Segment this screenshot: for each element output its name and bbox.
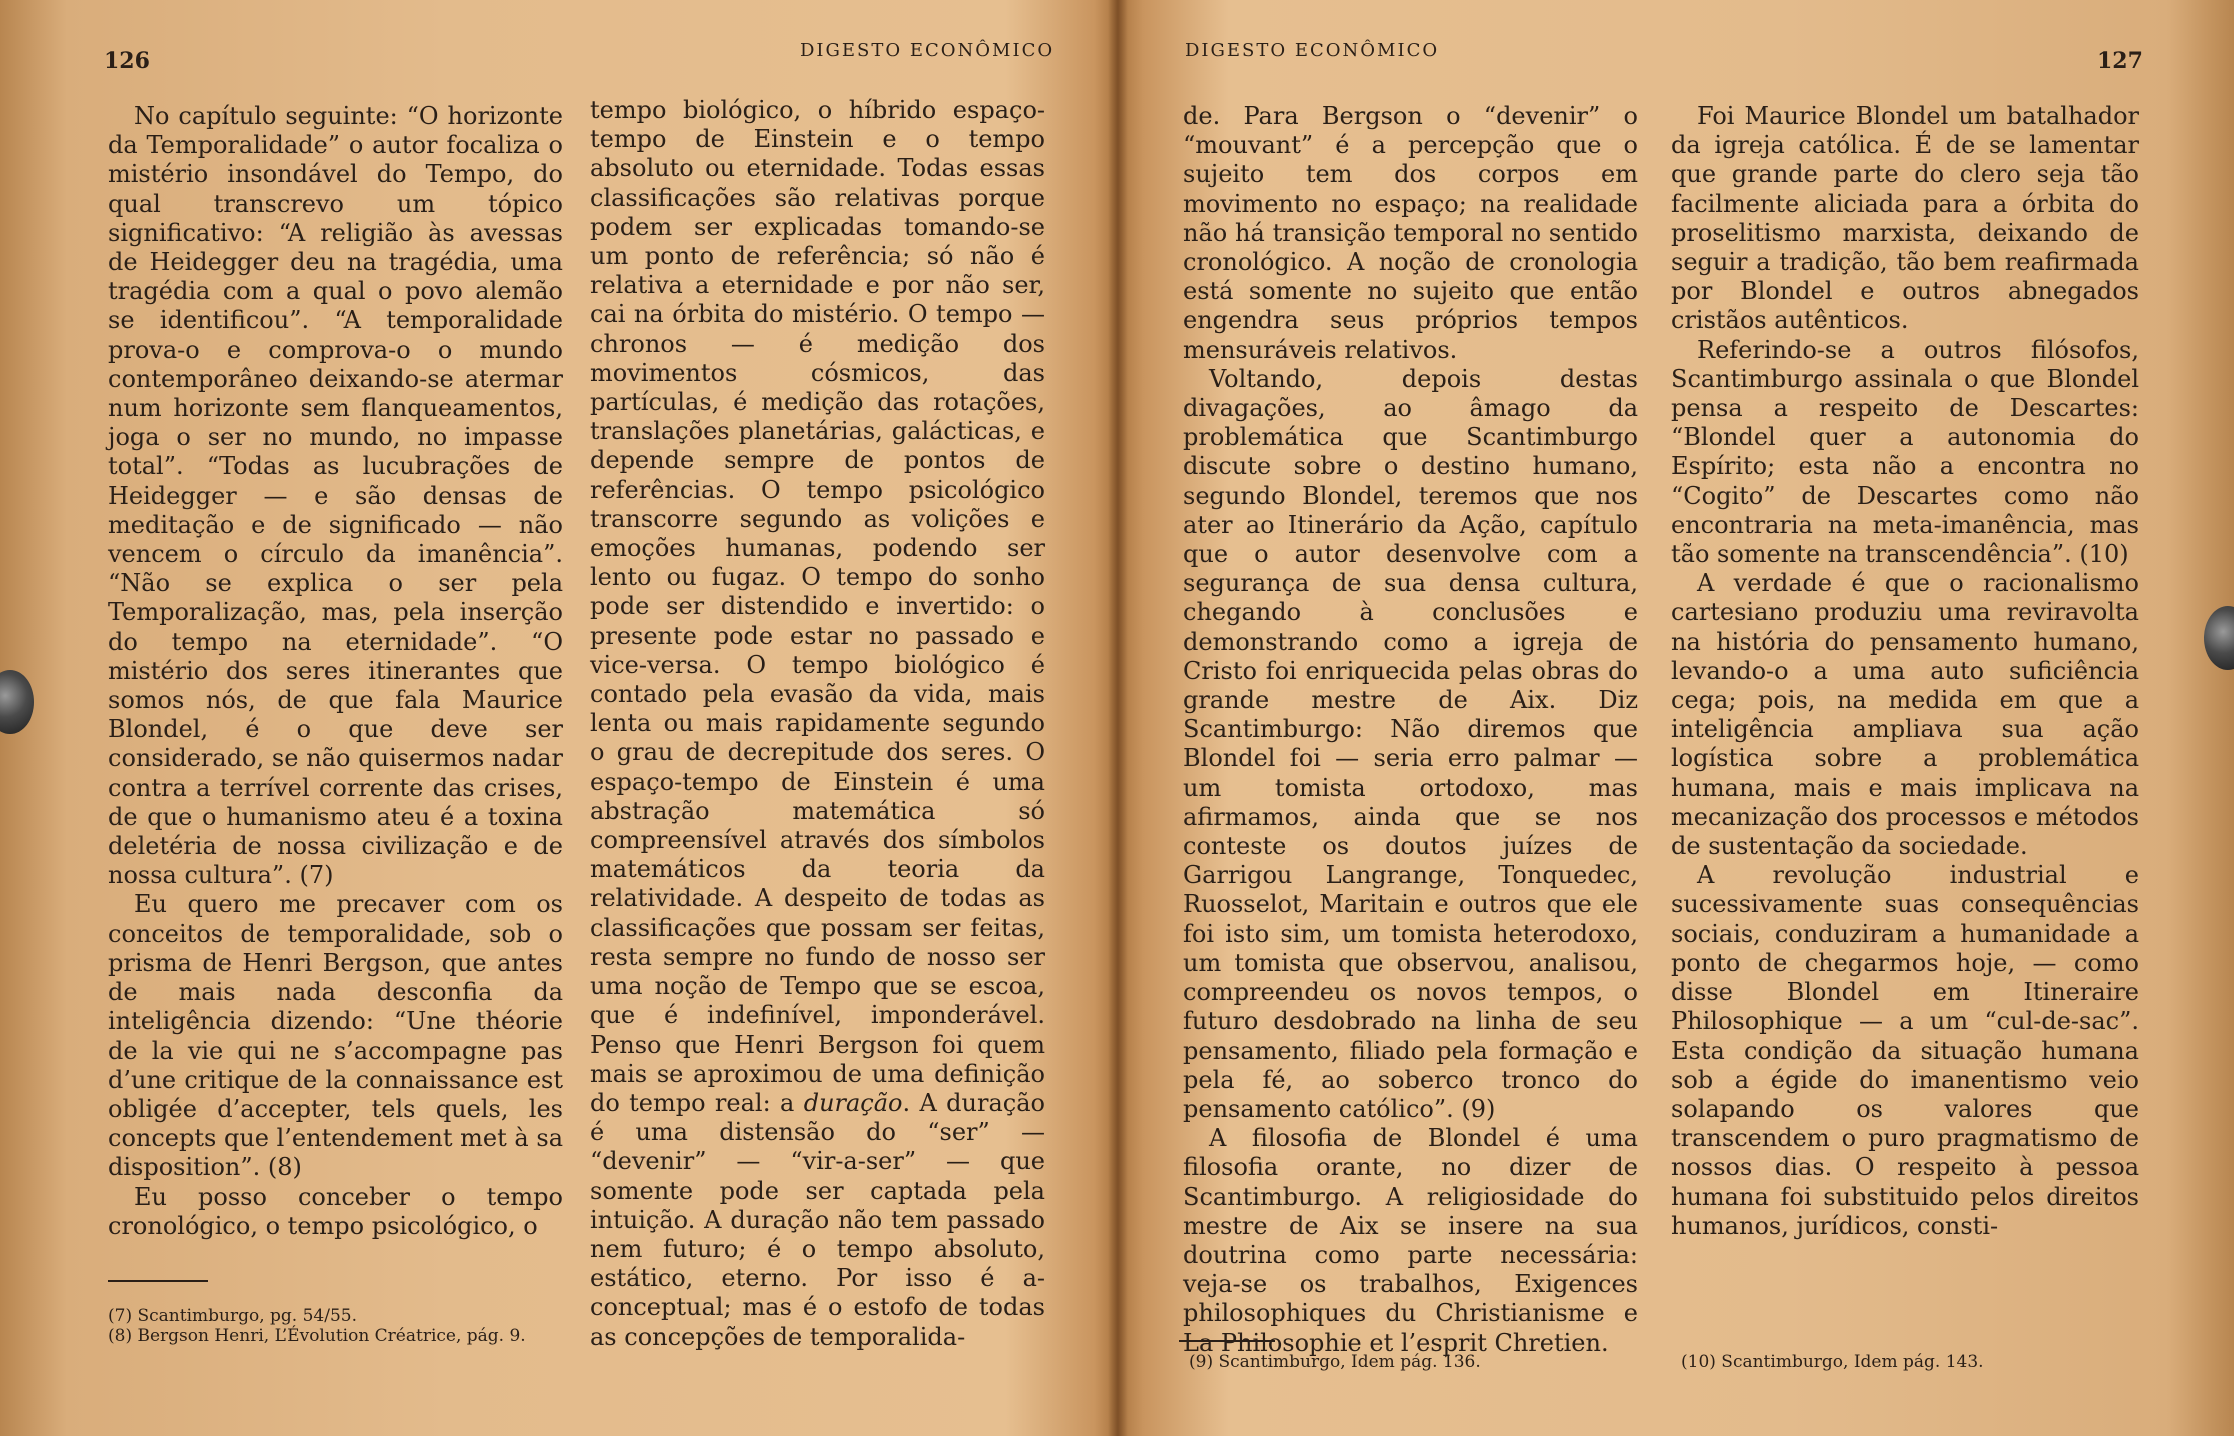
footnote-10: (10) Scantimburgo, Idem pág. 143. xyxy=(1681,1352,1984,1372)
left-column-1 xyxy=(108,102,563,1241)
footnote-rule-left xyxy=(108,1280,208,1282)
paragraph: Voltando, depois destas divagações, ao âmago da problemática que Scantimburgo discute sobre o destino humano, segundo Blondel, teremos que nos ater ao Itinerário da Ação, capítulo que o autor desenvolve com a segurança de sua densa cultura, chegando à conclusões e demonstrando como a igreja de Cristo foi enriquecida pelas obras do grande mestre de Aix. Diz Scantimburgo: Não diremos que Blondel foi — seria erro palmar — um tomista ortodoxo, mas afirmamos, ainda que se nos conteste os doutos juízes de Garrigou Langrange, Tonquedec, Ruosselot, Maritain e outros que ele foi isto sim, um tomista heterodoxo, um tomista que observou, analisou, compreendeu os novos tempos, o futuro desdobrado na linha de seu pensamento, filiado pela formação e pela fé, ao soberco tronco do pensamento católico”. (9) xyxy=(1183,364,1638,1123)
text-run: . A duração é uma distensão do “ser” — “devenir” — “vir-a-ser” — que somente pode ser captada pela intuição. A duração não tem passado nem futuro; é o tempo absoluto, estático, eterno. Por isso é a-conceptual; mas é o estofo de todas as concepções de temporalida- xyxy=(590,1088,1045,1351)
emphasis-duracao: duração xyxy=(803,1088,903,1117)
left-page xyxy=(0,0,1115,1436)
paragraph: Referindo-se a outros filósofos, Scantimburgo assinala o que Blondel pensa a respeito de Descartes: “Blondel quer a autonomia do Espírito; esta não a encontra no “Cogito” de Descartes como não encontraria na meta-imanência, mas tão somente na transcendência”. (10) xyxy=(1671,335,2139,569)
paragraph xyxy=(590,96,1045,1352)
footnote-9: (9) Scantimburgo, Idem pág. 136. xyxy=(1189,1352,1481,1372)
paragraph: Eu posso conceber o tempo cronológico, o tempo psicológico, o xyxy=(108,1182,563,1240)
footnote-rule-right xyxy=(1179,1340,1275,1342)
paragraph: de. Para Bergson o “devenir” o “mouvant” é a percepção que o sujeito tem dos corpos em movimento no espaço; na realidade não há transição temporal no sentido cronológico. A noção de cronologia está somente no sujeito que então engendra seus próprios tempos mensuráveis relativos. xyxy=(1183,102,1638,364)
paragraph: A revolução industrial e sucessivamente suas consequências sociais, conduziram a humanidade a ponto de chegarmos hoje, — como disse Blondel em Itineraire Philosophique — a um “cul-de-sac”. Esta condição da situação humana sob a égide do imanentismo veio solapando os valores que transcendem o puro pragmatismo de nossos dias. O respeito à pessoa humana foi substituido pelos direitos humanos, jurídicos, consti- xyxy=(1671,861,2139,1240)
page-number-left: 126 xyxy=(104,48,150,74)
footnote-7: (7) Scantimburgo, pg. 54/55. xyxy=(108,1306,357,1326)
running-header-left: DIGESTO ECONÔMICO xyxy=(800,40,1055,61)
left-column-2 xyxy=(590,96,1045,1352)
footnote-8: (8) Bergson Henri, L’Évolution Créatrice, pág. 9. xyxy=(108,1326,526,1346)
right-column-2 xyxy=(1671,102,2139,1241)
right-page xyxy=(1117,0,2234,1436)
paragraph: Eu quero me precaver com os conceitos de temporalidade, sob o prisma de Henri Bergson, que antes de mais nada desconfia da inteligência dizendo: “Une théorie de la vie qui ne s’accompagne pas d’une critique de la connaissance est obligée d’accepter, tels quels, les concepts que l’entendement met à sa disposition”. (8) xyxy=(108,890,563,1182)
page-number-right: 127 xyxy=(2097,48,2143,74)
text-run: tempo biológico, o híbrido espaço-tempo de Einstein e o tempo absoluto ou eternidade. Todas essas classificações são relativas porque podem ser explicadas tomando-se um ponto de referência; só não é relativa a eternidade e por não ser, cai na órbita do mistério. O tempo — chronos — é medição dos movimentos cósmicos, das partículas, é medição das rotações, translações planetárias, galácticas, e depende sempre de pontos de referências. O tempo psicológico transcorre segundo as volições e emoções humanas, podendo ser lento ou fugaz. O tempo do sonho pode ser distendido e invertido: o presente pode estar no passado e vice-versa. O tempo biológico é contado pela evasão da vida, mais lenta ou mais rapidamente segundo o grau de decrepitude dos seres. O espaço-tempo de Einstein é uma abstração matemática só compreensível através dos símbolos matemáticos da teoria da relatividade. A despeito de todas as classificações que possam ser feitas, resta sempre no fundo de nosso ser uma noção de Tempo que se escoa, que é indefinível, imponderável. Penso que Henri Bergson foi quem mais se aproximou de uma definição do tempo real: a xyxy=(590,96,1045,1117)
paragraph: A verdade é que o racionalismo cartesiano produziu uma reviravolta na história do pensamento humano, levando-o a uma auto suficiência cega; pois, na medida em que a inteligência ampliava sua ação logística sobre a problemática humana, mais e mais implicava na mecanização dos processos e métodos de sustentação da sociedade. xyxy=(1671,569,2139,861)
paragraph: No capítulo seguinte: “O horizonte da Temporalidade” o autor focaliza o mistério insondável do Tempo, do qual transcrevo um tópico significativo: “A religião às avessas de Heidegger deu na tragédia, uma tragédia com a qual o povo alemão se identificou”. “A temporalidade prova-o e comprova-o o mundo contemporâneo deixando-se atermar num horizonte sem flanqueamentos, joga o ser no mundo, no impasse total”. “Todas as lucubrações de Heidegger — e são densas de meditação e de significado — não vencem o círculo da imanência”. “Não se explica o ser pela Temporalização, mas, pela inserção do tempo na eternidade”. “O mistério dos seres itinerantes que somos nós, de que fala Maurice Blondel, é o que deve ser considerado, se não quisermos nadar contra a terrível corrente das crises, de que o humanismo ateu é a toxina deletéria de nossa civilização e de nossa cultura”. (7) xyxy=(108,102,563,890)
paragraph: A filosofia de Blondel é uma filosofia orante, no dizer de Scantimburgo. A religiosidade do mestre de Aix se insere na sua doutrina como parte necessária: veja-se os trabalhos, Exigences philosophiques du Christianisme e La Philosophie et l’esprit Chretien. xyxy=(1183,1124,1638,1357)
right-column-1 xyxy=(1183,102,1638,1358)
running-header-right: DIGESTO ECONÔMICO xyxy=(1185,40,1440,61)
paragraph: Foi Maurice Blondel um batalhador da igreja católica. É de se lamentar que grande parte do clero seja tão facilmente aliciada para a órbita do proselitismo marxista, deixando de seguir a tradição, tão bem reafirmada por Blondel e outros abnegados cristãos autênticos. xyxy=(1671,102,2139,335)
footnotes-left xyxy=(108,1306,554,1346)
